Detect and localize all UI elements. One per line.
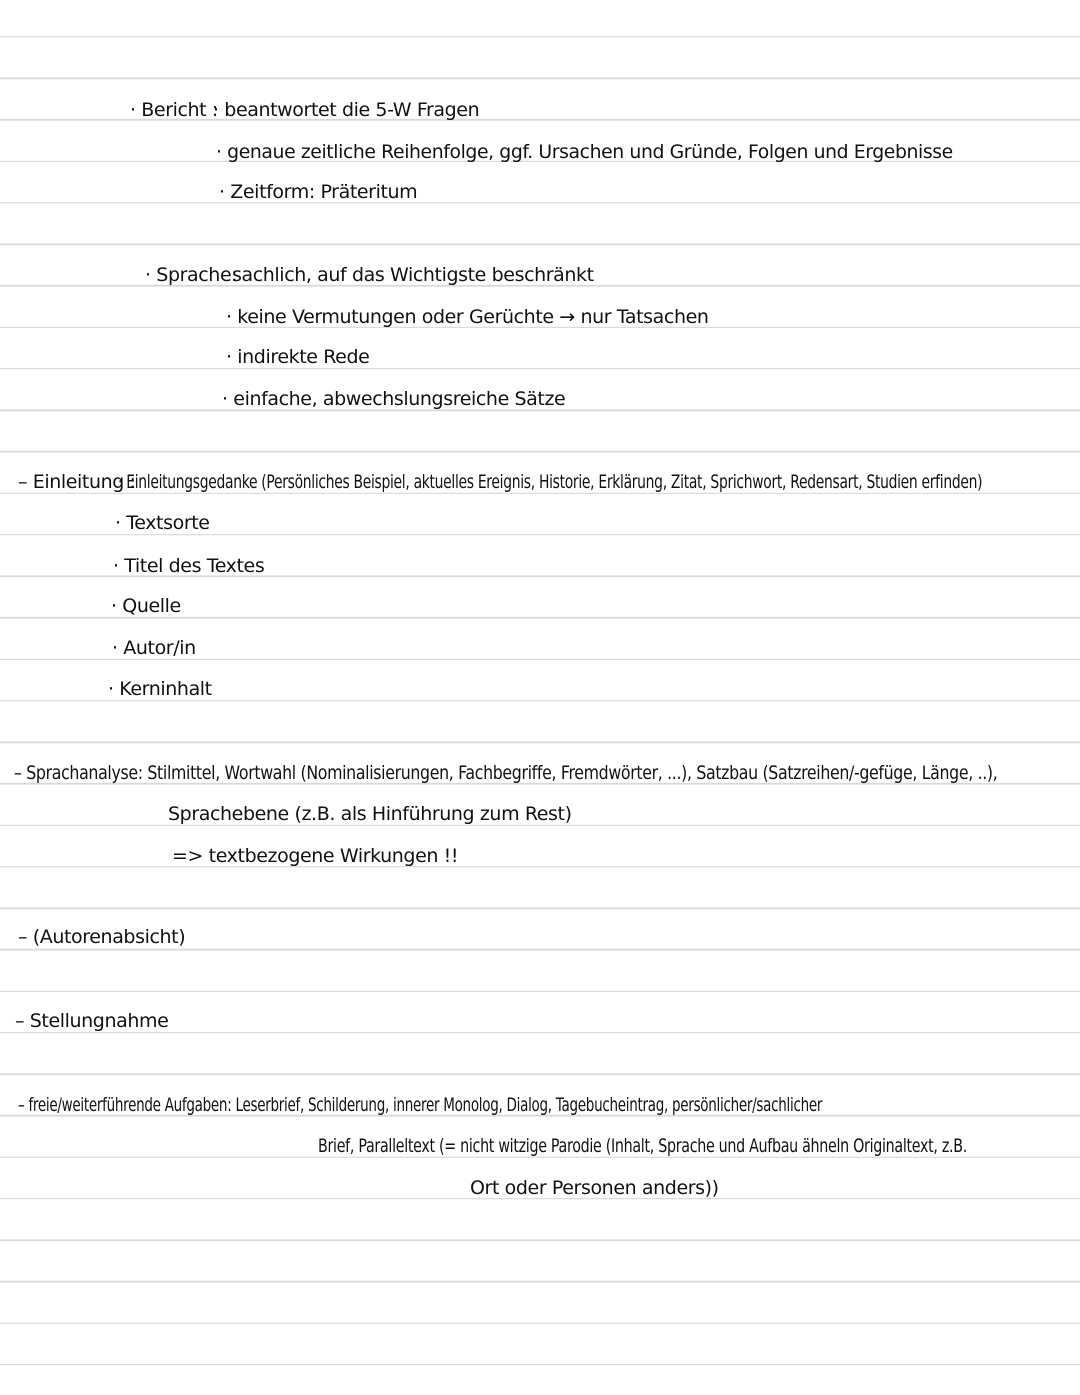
einleitung-label: – Einleitung : [18, 471, 136, 493]
aufgaben-line-2: Brief, Paralleltext (= nicht witzige Parodie (Inhalt, Sprache und Aufbau ähneln Originaltext, z.B. [318, 1135, 967, 1157]
einleitung-item-4: · Quelle [111, 595, 181, 617]
einleitung-item-5: · Autor/in [112, 637, 196, 659]
sprachanalyse-line-3: => textbezogene Wirkungen !! [172, 845, 459, 867]
einleitung-item-6: · Kerninhalt [108, 678, 212, 700]
sprache-item-3: · indirekte Rede [226, 346, 370, 368]
einleitung-item-2: · Textsorte [115, 512, 210, 534]
sprache-item-1: sachlich, auf das Wichtigste beschränkt [232, 264, 594, 286]
sprache-item-2: · keine Vermutungen oder Gerüchte → nur Tatsachen [226, 306, 709, 328]
sprachanalyse-line-1: – Sprachanalyse: Stilmittel, Wortwahl (Nominalisierungen, Fachbegriffe, Fremdwörter, ...), Satzbau (Satzreihen/-gefüge, Länge, ..), [14, 762, 998, 784]
autorenabsicht: – (Autorenabsicht) [18, 926, 186, 948]
stellungnahme: – Stellungnahme [15, 1010, 169, 1032]
bericht-item-2: · genaue zeitliche Reihenfolge, ggf. Ursachen und Gründe, Folgen und Ergebnisse [216, 141, 953, 163]
sprachanalyse-line-2: Sprachebene (z.B. als Hinführung zum Rest) [168, 803, 572, 825]
bericht-item-3: · Zeitform: Präteritum [219, 181, 418, 203]
sprache-label: · Sprache: [145, 264, 238, 286]
sprache-item-4: · einfache, abwechslungsreiche Sätze [222, 388, 566, 410]
bericht-item-1: · beantwortet die 5-W Fragen [213, 99, 480, 121]
bericht-label: · Bericht : [130, 99, 218, 121]
einleitung-item-3: · Titel des Textes [113, 555, 265, 577]
aufgaben-line-1: – freie/weiterführende Aufgaben: Leserbrief, Schilderung, innerer Monolog, Dialog, Tagebucheintrag, persönlicher/sachlicher [18, 1094, 823, 1116]
einleitung-item-1: · Einleitungsgedanke (Persönliches Beispiel, aktuelles Ereignis, Historie, Erklärung, Zitat, Sprichwort, Redensart, Studien erfinden) [118, 471, 983, 493]
aufgaben-line-3: Ort oder Personen anders)) [470, 1177, 719, 1199]
